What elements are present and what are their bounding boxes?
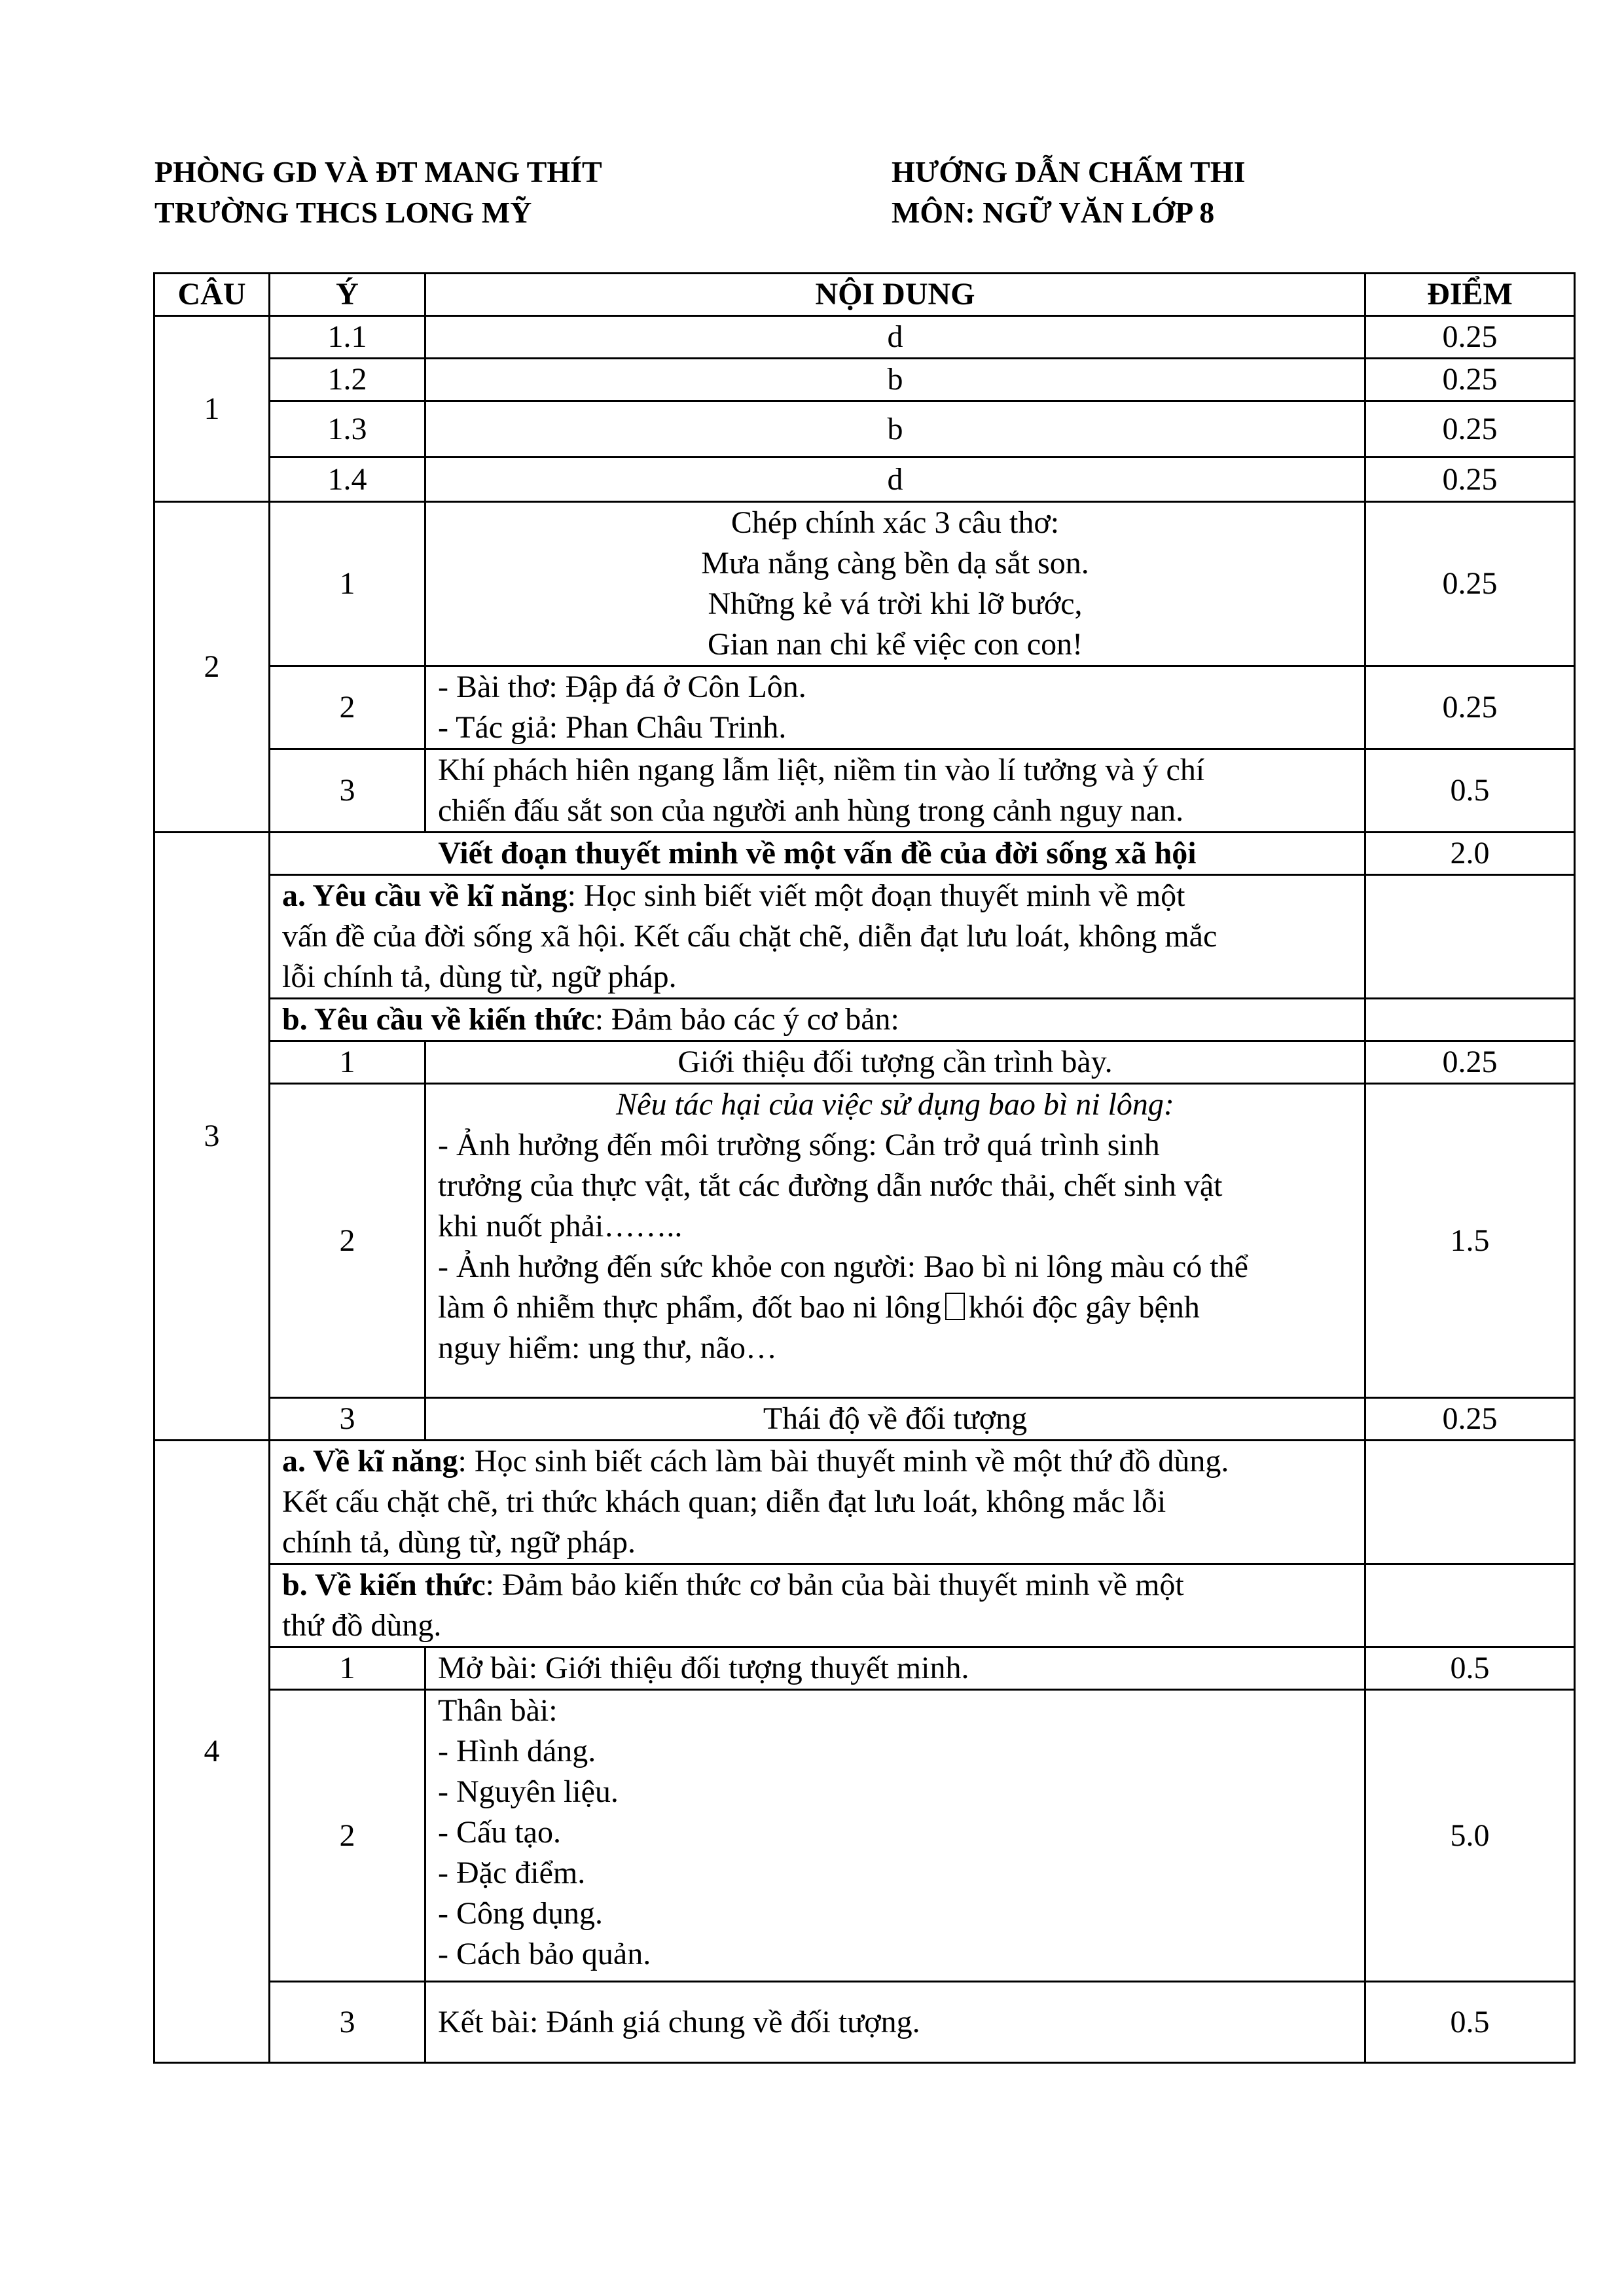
content-line: - Nguyên liệu. bbox=[438, 1774, 619, 1809]
section-title: Viết đoạn thuyết minh về một vấn đề của đời sống xã hội bbox=[270, 833, 1365, 875]
requirement-knowledge bbox=[270, 999, 1365, 1041]
table-row bbox=[154, 1041, 1575, 1084]
requirement-label: a. Yêu cầu về kĩ năng bbox=[282, 878, 568, 913]
score-empty bbox=[1365, 875, 1575, 999]
answer-content bbox=[425, 502, 1365, 666]
answer-content bbox=[425, 749, 1365, 833]
content-heading: Nêu tác hại của việc sử dụng bao bì ni lông: bbox=[616, 1087, 1174, 1122]
score: 2.0 bbox=[1365, 833, 1575, 875]
content-line: Kết cấu chặt chẽ, tri thức khách quan; diễn đạt lưu loát, không mắc lỗi bbox=[282, 1484, 1166, 1519]
answer-content: d bbox=[425, 457, 1365, 502]
content-line: khi nuốt phải…….. bbox=[438, 1209, 683, 1244]
score: 0.25 bbox=[1365, 457, 1575, 502]
content-line: - Bài thơ: Đập đá ở Côn Lôn. bbox=[438, 670, 806, 704]
score: 0.25 bbox=[1365, 401, 1575, 457]
content-line: - Hình dáng. bbox=[438, 1734, 596, 1768]
content-line: - Ảnh hưởng đến môi trường sống: Cản trở quá trình sinh bbox=[438, 1128, 1160, 1162]
grading-table bbox=[153, 272, 1576, 2064]
table-row bbox=[154, 1084, 1575, 1398]
content-line: : Học sinh biết viết một đoạn thuyết minh về một bbox=[567, 878, 1185, 913]
content-line: trưởng của thực vật, tắt các đường dẫn nước thải, chết sinh vật bbox=[438, 1168, 1223, 1203]
content-line: Chép chính xác 3 câu thơ: bbox=[731, 505, 1060, 540]
table-row bbox=[154, 1690, 1575, 1982]
answer-content bbox=[425, 1690, 1365, 1982]
table-row bbox=[154, 875, 1575, 999]
content-line: chính tả, dùng từ, ngữ pháp. bbox=[282, 1525, 636, 1560]
content-line: Những kẻ vá trời khi lỡ bước, bbox=[708, 586, 1083, 621]
requirement-label: b. Yêu cầu về kiến thức bbox=[282, 1002, 595, 1037]
score: 0.5 bbox=[1365, 749, 1575, 833]
table-row bbox=[154, 316, 1575, 359]
score: 0.25 bbox=[1365, 1398, 1575, 1441]
item-number: 2 bbox=[270, 1084, 425, 1398]
score: 0.5 bbox=[1365, 1982, 1575, 2063]
table-row bbox=[154, 749, 1575, 833]
table-row bbox=[154, 1564, 1575, 1647]
table-row bbox=[154, 999, 1575, 1041]
item-number: 1 bbox=[270, 1647, 425, 1690]
content-line: - Công dụng. bbox=[438, 1896, 603, 1931]
content-line: - Đặc điểm. bbox=[438, 1856, 586, 1890]
table-header-row bbox=[154, 274, 1575, 316]
answer-content: Giới thiệu đối tượng cần trình bày. bbox=[425, 1041, 1365, 1084]
content-line: nguy hiểm: ung thư, não… bbox=[438, 1331, 777, 1365]
answer-content: b bbox=[425, 359, 1365, 401]
score: 0.25 bbox=[1365, 316, 1575, 359]
content-line: : Đảm bảo các ý cơ bản: bbox=[594, 1002, 899, 1037]
score: 1.5 bbox=[1365, 1084, 1575, 1398]
requirement-label: b. Về kiến thức bbox=[282, 1568, 486, 1602]
col-header-diem: ĐIỂM bbox=[1365, 274, 1575, 316]
answer-content: Mở bài: Giới thiệu đối tượng thuyết minh. bbox=[425, 1647, 1365, 1690]
item-number: 2 bbox=[270, 1690, 425, 1982]
table-row bbox=[154, 833, 1575, 875]
content-line: : Đảm bảo kiến thức cơ bản của bài thuyết minh về một bbox=[485, 1568, 1184, 1602]
requirement-label: a. Về kĩ năng bbox=[282, 1444, 458, 1479]
requirement-knowledge bbox=[270, 1564, 1365, 1647]
content-line: thứ đồ dùng. bbox=[282, 1608, 442, 1643]
requirement-skills bbox=[270, 1441, 1365, 1564]
content-line: chiến đấu sắt son của người anh hùng trong cảnh nguy nan. bbox=[438, 793, 1184, 828]
score-empty bbox=[1365, 1441, 1575, 1564]
content-line: khói độc gây bệnh bbox=[968, 1290, 1200, 1325]
answer-content bbox=[425, 666, 1365, 749]
question-number: 2 bbox=[154, 502, 270, 833]
content-line: Gian nan chi kể việc con con! bbox=[707, 627, 1083, 662]
item-number: 1.3 bbox=[270, 401, 425, 457]
content-line: Khí phách hiên ngang lẫm liệt, niềm tin vào lí tưởng và ý chí bbox=[438, 753, 1205, 787]
col-header-cau: CÂU bbox=[154, 274, 270, 316]
table-row bbox=[154, 359, 1575, 401]
table-row bbox=[154, 502, 1575, 666]
question-number: 4 bbox=[154, 1441, 270, 2063]
school-office: PHÒNG GD VÀ ĐT MANG THÍT bbox=[154, 155, 602, 188]
score: 5.0 bbox=[1365, 1690, 1575, 1982]
score: 0.25 bbox=[1365, 666, 1575, 749]
subject-title: MÔN: NGỮ VĂN LỚP 8 bbox=[892, 196, 1215, 229]
answer-content: d bbox=[425, 316, 1365, 359]
content-line: - Ảnh hưởng đến sức khỏe con người: Bao bì ni lông màu có thể bbox=[438, 1249, 1248, 1284]
score-empty bbox=[1365, 999, 1575, 1041]
score: 0.25 bbox=[1365, 1041, 1575, 1084]
table-row bbox=[154, 401, 1575, 457]
item-number: 2 bbox=[270, 666, 425, 749]
content-line: - Cách bảo quản. bbox=[438, 1937, 651, 1971]
school-name: TRƯỜNG THCS LONG MỸ bbox=[154, 196, 532, 229]
table-row bbox=[154, 1982, 1575, 2063]
content-line: - Tác giả: Phan Châu Trinh. bbox=[438, 710, 787, 745]
table-row bbox=[154, 1441, 1575, 1564]
content-line: Mưa nắng càng bền dạ sắt son. bbox=[701, 546, 1089, 581]
header-left bbox=[154, 152, 602, 233]
item-number: 1.2 bbox=[270, 359, 425, 401]
score: 0.5 bbox=[1365, 1647, 1575, 1690]
table-row bbox=[154, 666, 1575, 749]
table-row bbox=[154, 1398, 1575, 1441]
item-number: 3 bbox=[270, 1398, 425, 1441]
content-line: làm ô nhiễm thực phẩm, đốt bao ni lông bbox=[438, 1290, 941, 1325]
table-row bbox=[154, 1647, 1575, 1690]
col-header-noidung: NỘI DUNG bbox=[425, 274, 1365, 316]
requirement-skills bbox=[270, 875, 1365, 999]
question-number: 1 bbox=[154, 316, 270, 502]
content-line: lỗi chính tả, dùng từ, ngữ pháp. bbox=[282, 960, 677, 994]
content-line: - Cấu tạo. bbox=[438, 1815, 561, 1850]
content-line: : Học sinh biết cách làm bài thuyết minh về một thứ đồ dùng. bbox=[458, 1444, 1229, 1479]
item-number: 1.4 bbox=[270, 457, 425, 502]
header-right bbox=[892, 152, 1246, 233]
item-number: 1 bbox=[270, 1041, 425, 1084]
answer-content: Thái độ về đối tượng bbox=[425, 1398, 1365, 1441]
col-header-y: Ý bbox=[270, 274, 425, 316]
content-line: vấn đề của đời sống xã hội. Kết cấu chặt chẽ, diễn đạt lưu loát, không mắc bbox=[282, 919, 1218, 954]
missing-glyph-box-icon bbox=[945, 1293, 965, 1320]
item-number: 1.1 bbox=[270, 316, 425, 359]
item-number: 1 bbox=[270, 502, 425, 666]
answer-content: b bbox=[425, 401, 1365, 457]
item-number: 3 bbox=[270, 1982, 425, 2063]
document-title: HƯỚNG DẪN CHẤM THI bbox=[892, 155, 1246, 188]
score-empty bbox=[1365, 1564, 1575, 1647]
score: 0.25 bbox=[1365, 359, 1575, 401]
score: 0.25 bbox=[1365, 502, 1575, 666]
content-line: Thân bài: bbox=[438, 1693, 558, 1728]
table-row bbox=[154, 457, 1575, 502]
question-number: 3 bbox=[154, 833, 270, 1441]
answer-content: Kết bài: Đánh giá chung về đối tượng. bbox=[425, 1982, 1365, 2063]
answer-content bbox=[425, 1084, 1365, 1398]
item-number: 3 bbox=[270, 749, 425, 833]
